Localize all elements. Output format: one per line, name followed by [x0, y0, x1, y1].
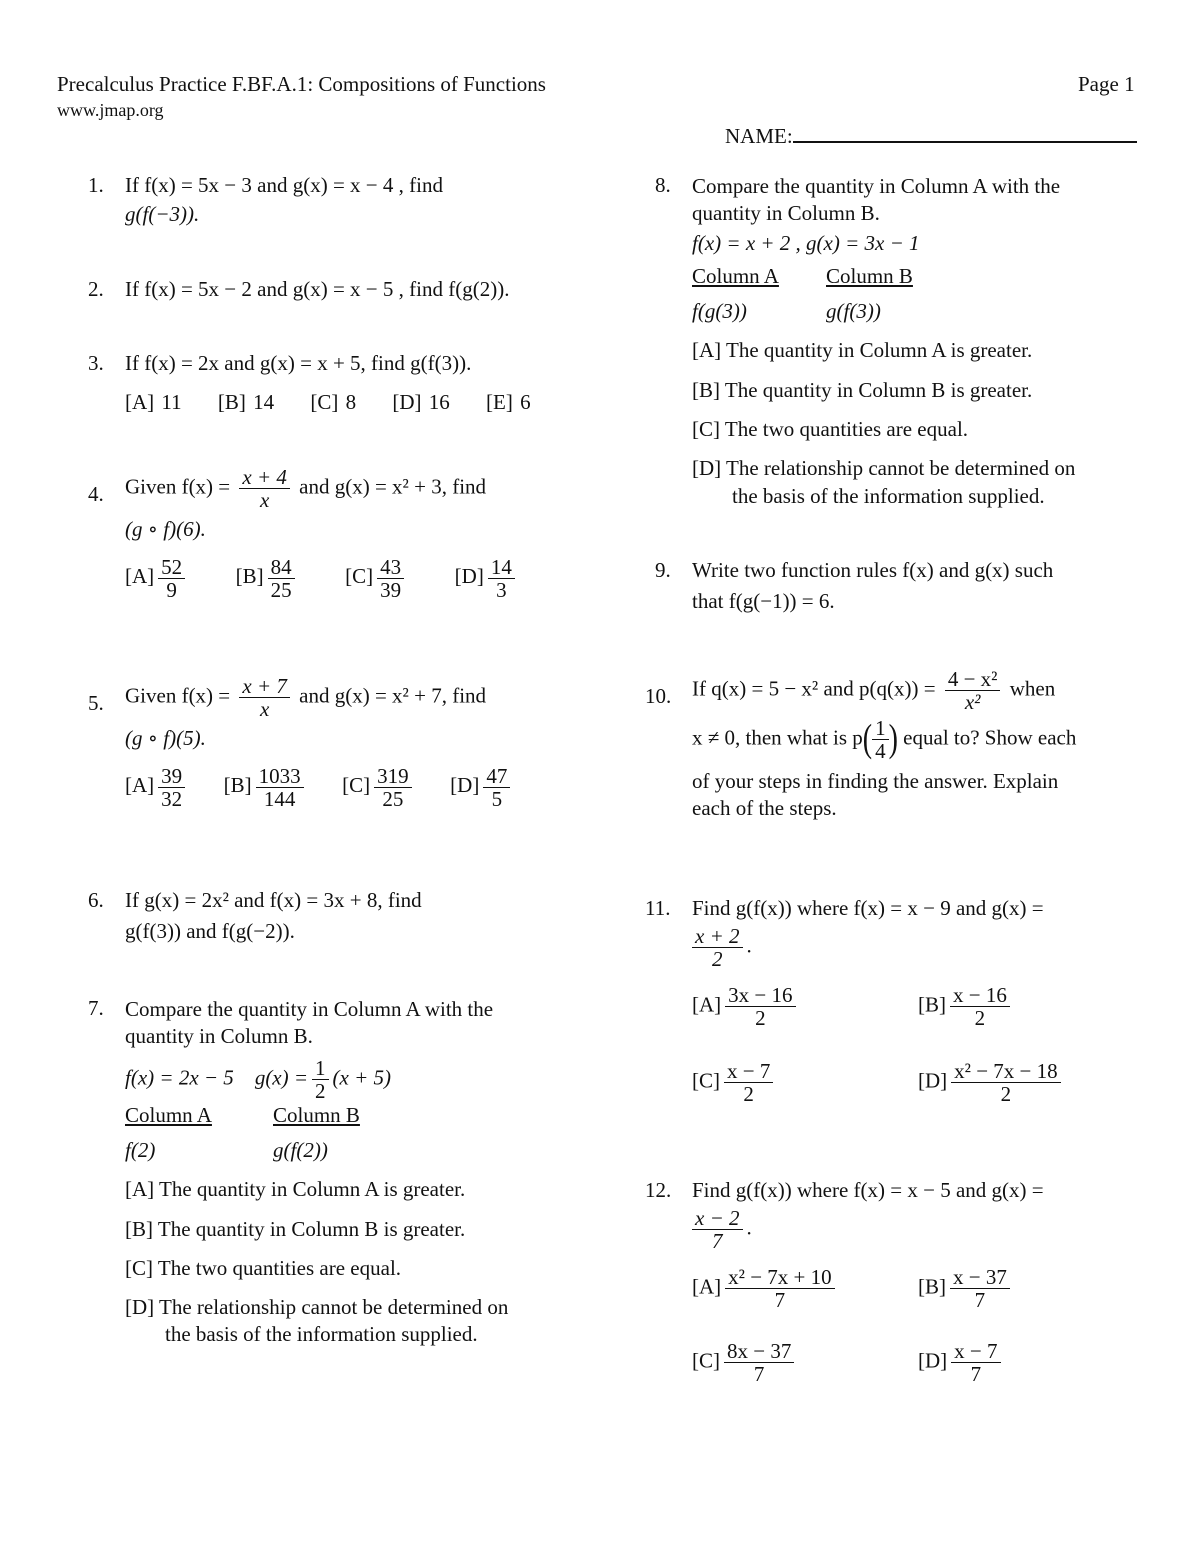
- question-number: 12.: [645, 1178, 672, 1202]
- question-text: Write two function rules f(x) and g(x) such: [692, 558, 1054, 582]
- fraction-denominator: 7: [970, 1362, 982, 1387]
- fraction-denominator: 4: [875, 739, 886, 764]
- column-a-header: Column A: [692, 263, 779, 288]
- choice-b[interactable]: [B] 14: [217, 390, 275, 414]
- question-text-line2: g(f(3)) and f(g(−2)).: [125, 919, 295, 943]
- column-b-header: Column B: [273, 1102, 360, 1127]
- question-text: [125, 466, 608, 511]
- column-b-header: Column B: [826, 263, 913, 288]
- question-number: 4.: [88, 482, 104, 506]
- choice-label: [A]: [692, 992, 722, 1017]
- question-text: If f(x) = 5x − 2 and g(x) = x − 5 , find f(g(2)).: [125, 277, 510, 301]
- fraction-denominator: 32: [161, 787, 183, 812]
- fraction-denominator: 2: [743, 1082, 754, 1107]
- period: .: [746, 1215, 752, 1240]
- choice-b[interactable]: [918, 984, 1014, 1029]
- choice-c[interactable]: [C] The two quantities are equal.: [125, 1255, 402, 1280]
- question-text-line2-pre: x ≠ 0, then what is p: [692, 725, 863, 750]
- answer-choices: [125, 390, 588, 415]
- fraction: [724, 1060, 773, 1105]
- fraction-numerator: x + 2: [692, 925, 743, 948]
- fraction-denominator: 2: [1000, 1082, 1012, 1107]
- choice-d[interactable]: [D] 16: [392, 390, 450, 414]
- question-text: Compare the quantity in Column A with the: [125, 997, 494, 1021]
- question-number: 6.: [88, 888, 104, 912]
- choice-d[interactable]: [692, 455, 1165, 510]
- column-a-header: Column A: [125, 1102, 212, 1127]
- choice-a[interactable]: [125, 764, 189, 812]
- question-text-line3: of your steps in finding the answer. Explain: [692, 769, 1059, 794]
- column-a-value: f(g(3)): [692, 299, 747, 324]
- fraction-numerator: x + 4: [239, 466, 290, 489]
- fraction-numerator: 1: [312, 1057, 329, 1080]
- fraction-denominator: 7: [712, 1229, 723, 1254]
- function-g-pre: g(x) =: [254, 1064, 309, 1089]
- left-paren: (: [862, 717, 873, 761]
- name-label: NAME:: [725, 124, 793, 148]
- fraction-numerator: x + 7: [239, 675, 290, 698]
- question-number: 11.: [645, 896, 671, 920]
- fraction-numerator: 39: [158, 765, 185, 788]
- fraction: [950, 1266, 1010, 1311]
- function-g-post: (x + 5): [332, 1064, 392, 1089]
- question-text-post: when: [1009, 676, 1056, 701]
- choice-label: [C]: [692, 1348, 720, 1373]
- column-a-value: f(2): [125, 1137, 156, 1162]
- column-b-value: g(f(3)): [826, 299, 881, 324]
- question-number: 10.: [645, 684, 672, 708]
- choice-e[interactable]: [E] 6: [486, 390, 531, 414]
- fraction-numerator: x − 37: [950, 1266, 1010, 1289]
- choice-b[interactable]: [918, 1266, 1014, 1311]
- choice-d-text: [D] The relationship cannot be determined on: [692, 456, 1076, 481]
- question-text: [692, 668, 1165, 713]
- choice-label: [A]: [125, 564, 155, 589]
- question-number: 2.: [88, 277, 104, 301]
- question-text-line2: quantity in Column B.: [692, 201, 880, 226]
- question-number: 9.: [655, 558, 671, 582]
- fraction: [158, 765, 185, 810]
- answer-choices: [692, 984, 1165, 1134]
- answer-choices: [692, 1266, 1165, 1416]
- fraction: [725, 1266, 834, 1311]
- fraction-numerator: x − 16: [950, 984, 1010, 1007]
- column-headers: [125, 1102, 608, 1129]
- choice-a[interactable]: [A] The quantity in Column A is greater.: [692, 338, 1033, 363]
- choice-label: [D]: [918, 1348, 948, 1373]
- choice-label: [A]: [125, 773, 155, 798]
- question-12: [645, 1178, 1165, 1416]
- choice-a[interactable]: [692, 1266, 839, 1311]
- fraction-denominator: 144: [263, 787, 296, 812]
- fraction: [951, 1060, 1060, 1105]
- question-text-line2: quantity in Column B.: [125, 1024, 313, 1049]
- choice-b[interactable]: [B] The quantity in Column B is greater.: [125, 1216, 466, 1241]
- question-1: [88, 173, 588, 227]
- fraction: [872, 717, 889, 762]
- question-number: 1.: [88, 173, 104, 197]
- document-title: Precalculus Practice F.BF.A.1: Compositions of Functions: [57, 72, 546, 96]
- choice-d[interactable]: [918, 1340, 1005, 1385]
- question-text-line2: that f(g(−1)) = 6.: [692, 589, 835, 613]
- fraction-denominator: x²: [964, 690, 981, 715]
- fraction-numerator: x − 7: [724, 1060, 773, 1083]
- choice-label: [A]: [692, 1274, 722, 1299]
- question-7: [88, 996, 608, 1349]
- column-headers: [692, 263, 1165, 290]
- answer-choices: [125, 765, 608, 810]
- choice-d[interactable]: [918, 1060, 1065, 1105]
- fraction-numerator: 8x − 37: [724, 1340, 794, 1363]
- choice-a[interactable]: [125, 555, 189, 603]
- choice-label: [C]: [345, 564, 374, 589]
- choice-c[interactable]: [692, 1340, 798, 1385]
- question-text: Compare the quantity in Column A with the: [692, 174, 1061, 198]
- question-text: If g(x) = 2x² and f(x) = 3x + 8, find: [125, 888, 422, 912]
- column-b-value: g(f(2)): [273, 1137, 328, 1162]
- question-5: [88, 675, 608, 810]
- fraction-numerator: x² − 7x + 10: [725, 1266, 834, 1289]
- choice-b[interactable]: [223, 764, 308, 812]
- choice-label: [C]: [692, 1068, 720, 1093]
- fraction-numerator: 319: [374, 765, 412, 788]
- fraction-numerator: x − 7: [951, 1340, 1000, 1363]
- question-text-post: and g(x) = x² + 7, find: [299, 683, 487, 708]
- fraction-numerator: 3x − 16: [725, 984, 795, 1007]
- fraction-denominator: 2: [712, 947, 723, 972]
- question-2: [88, 277, 588, 302]
- choice-c[interactable]: [345, 555, 408, 603]
- answer-choices: [125, 556, 608, 601]
- fraction-denominator: 3: [496, 578, 507, 603]
- question-text-line2: (g ∘ f)(5).: [125, 726, 206, 751]
- choice-c[interactable]: [342, 764, 416, 812]
- fraction-numerator: x² − 7x − 18: [951, 1060, 1060, 1083]
- question-text: Find g(f(x)) where f(x) = x − 9 and g(x) =: [692, 896, 1044, 920]
- choice-label: [D]: [450, 773, 480, 798]
- choice-label: [B]: [918, 992, 946, 1017]
- choice-d-text: [D] The relationship cannot be determined on: [125, 1295, 509, 1320]
- name-field[interactable]: [725, 123, 1137, 149]
- name-blank-line[interactable]: [793, 123, 1137, 143]
- function-definitions: f(x) = x + 2 , g(x) = 3x − 1: [692, 230, 920, 255]
- fraction: [483, 765, 510, 810]
- choice-d[interactable]: [454, 555, 519, 603]
- question-text-post: and g(x) = x² + 3, find: [299, 474, 487, 499]
- choice-label: [B]: [223, 773, 252, 798]
- fraction-denominator: 2: [974, 1006, 986, 1031]
- fraction: [158, 556, 185, 601]
- fraction-denominator: 7: [774, 1288, 786, 1313]
- choice-a[interactable]: [692, 984, 800, 1029]
- question-text-pre: Given f(x) =: [125, 474, 231, 499]
- choice-d[interactable]: [125, 1294, 608, 1349]
- fraction: [312, 1057, 329, 1102]
- question-11: [645, 896, 1165, 1134]
- fraction-denominator: 2: [755, 1006, 766, 1031]
- question-3: [88, 351, 588, 415]
- choice-d[interactable]: [450, 764, 514, 812]
- fraction-numerator: x − 2: [692, 1207, 743, 1230]
- question-text: If f(x) = 5x − 3 and g(x) = x − 4 , find: [125, 173, 443, 197]
- fraction-numerator: 1033: [256, 765, 304, 788]
- question-8: [655, 173, 1165, 510]
- choice-c[interactable]: [C] The two quantities are equal.: [692, 417, 969, 442]
- choice-c[interactable]: [692, 1060, 777, 1105]
- period: .: [746, 933, 752, 958]
- question-text-pre: If q(x) = 5 − x² and p(q(x)) =: [692, 676, 936, 701]
- fraction-denominator: 2: [315, 1078, 326, 1103]
- fraction-numerator: 84: [268, 556, 295, 579]
- fraction: [239, 466, 290, 511]
- question-number: 3.: [88, 351, 104, 375]
- question-text-line2: g(f(−3)).: [125, 202, 200, 226]
- fraction: [725, 984, 795, 1029]
- choice-b[interactable]: [235, 555, 299, 603]
- choice-c[interactable]: [C] 8: [310, 390, 357, 414]
- choice-label: [D]: [454, 564, 484, 589]
- function-f: f(x) = 2x − 5: [125, 1064, 234, 1089]
- fraction: [950, 984, 1010, 1029]
- fraction-numerator: 52: [158, 556, 185, 579]
- fraction-numerator: 47: [483, 765, 510, 788]
- choice-a[interactable]: [A] The quantity in Column A is greater.: [125, 1177, 466, 1202]
- question-text: [125, 675, 608, 720]
- fraction-denominator: 39: [380, 578, 402, 603]
- question-text-line2: (g ∘ f)(6).: [125, 517, 206, 542]
- fraction: [945, 668, 1001, 713]
- fraction: [488, 556, 515, 601]
- fraction: [692, 1207, 743, 1252]
- question-6: [88, 888, 608, 944]
- question-number: 8.: [655, 173, 671, 197]
- page-number: Page 1: [1078, 72, 1135, 96]
- choice-label: [B]: [918, 1274, 946, 1299]
- fraction: [692, 925, 743, 970]
- choice-label: [B]: [235, 564, 264, 589]
- right-paren: ): [888, 717, 898, 761]
- function-definitions: [125, 1057, 608, 1102]
- fraction-numerator: 14: [488, 556, 515, 579]
- choice-d-continued: the basis of the information supplied.: [165, 1322, 478, 1347]
- fraction-numerator: 43: [377, 556, 404, 579]
- question-number: 5.: [88, 691, 104, 715]
- question-text-line4: each of the steps.: [692, 796, 837, 821]
- website-link[interactable]: www.jmap.org: [57, 100, 164, 120]
- column-values: [692, 298, 1165, 325]
- question-9: [655, 558, 1165, 614]
- fraction: [951, 1340, 1000, 1385]
- fraction-denominator: 25: [270, 578, 292, 603]
- column-values: [125, 1137, 608, 1164]
- choice-label: [C]: [342, 773, 371, 798]
- choice-b[interactable]: [B] The quantity in Column B is greater.: [692, 377, 1033, 402]
- question-number: 7.: [88, 996, 104, 1020]
- question-text-line2-post: equal to? Show each: [903, 725, 1077, 750]
- question-text-pre: Given f(x) =: [125, 683, 231, 708]
- fraction-numerator: 4 − x²: [945, 668, 1001, 691]
- fraction-denominator: 9: [166, 578, 177, 603]
- question-4: [88, 466, 608, 601]
- fraction-denominator: 7: [753, 1362, 765, 1387]
- fraction: [724, 1340, 794, 1385]
- question-text-line2: [692, 717, 1165, 762]
- fraction: [256, 765, 304, 810]
- fraction: [268, 556, 295, 601]
- choice-d-continued: the basis of the information supplied.: [732, 483, 1045, 508]
- fraction: [374, 765, 412, 810]
- choice-a[interactable]: [A] 11: [125, 390, 182, 414]
- fraction-denominator: 7: [974, 1288, 986, 1313]
- fraction-denominator: x: [259, 488, 270, 513]
- fraction-denominator: 25: [382, 787, 404, 812]
- fraction-denominator: 5: [491, 787, 503, 812]
- fraction-numerator: 1: [872, 717, 889, 740]
- question-10: [645, 668, 1165, 823]
- question-text: If f(x) = 2x and g(x) = x + 5, find g(f(3)).: [125, 351, 472, 375]
- fraction: [239, 675, 290, 720]
- choice-label: [D]: [918, 1068, 948, 1093]
- fraction-denominator: x: [259, 697, 270, 722]
- question-text: Find g(f(x)) where f(x) = x − 5 and g(x) =: [692, 1178, 1044, 1202]
- fraction: [377, 556, 404, 601]
